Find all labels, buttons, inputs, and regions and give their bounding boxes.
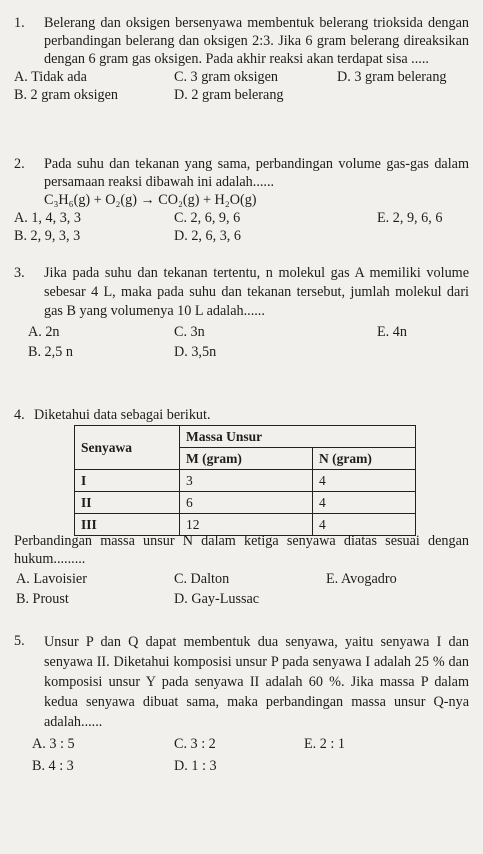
option-d: D. 1 : 3	[174, 758, 217, 774]
question-intro: Diketahui data sebagai berikut.	[34, 407, 211, 423]
mass-m: 6	[180, 492, 313, 514]
options-row-1	[28, 323, 469, 341]
mass-n: 4	[313, 470, 416, 492]
question-2	[14, 155, 469, 245]
question-number: 3.	[14, 265, 25, 281]
options-row-2	[14, 590, 469, 608]
option-c: C. 3 gram oksigen	[174, 69, 279, 85]
option-b: B. 2,5 n	[28, 344, 73, 360]
question-number: 1.	[14, 15, 25, 31]
header-m: M (gram)	[180, 448, 313, 470]
compound-name: III	[75, 514, 180, 536]
option-c: C. Dalton	[174, 571, 230, 587]
question-4-text	[14, 532, 469, 608]
mass-n: 4	[313, 492, 416, 514]
option-e: E. 4n	[377, 324, 407, 340]
option-a: A. Tidak ada	[14, 69, 87, 85]
option-c: C. 3n	[174, 324, 205, 340]
option-e: E. 2 : 1	[304, 736, 345, 752]
table-row	[75, 492, 416, 514]
option-b: B. 2 gram oksigen	[14, 87, 119, 103]
option-a: A. 3 : 5	[32, 736, 75, 752]
option-e: E. Avogadro	[326, 571, 397, 587]
option-b: B. Proust	[16, 591, 69, 607]
option-b: B. 2, 9, 3, 3	[14, 228, 81, 244]
reaction-equation: C₃H₆(g) + O₂(g) → CO₂(g) + H₂O(g)	[44, 192, 257, 208]
option-d: D. 3,5n	[174, 344, 217, 360]
question-number: 2.	[14, 156, 25, 172]
option-a: A. Lavoisier	[16, 571, 87, 587]
question-4	[14, 406, 469, 424]
options-row-2	[14, 86, 469, 104]
question-number: 4.	[14, 407, 25, 423]
option-e: E. 2, 9, 6, 6	[377, 210, 443, 226]
options-row-1	[14, 570, 469, 588]
compound-name: II	[75, 492, 180, 514]
question-5	[14, 632, 469, 774]
mass-n: 4	[313, 514, 416, 536]
options-row-2	[32, 756, 469, 774]
options-row-2	[14, 227, 469, 245]
question-1	[14, 14, 469, 104]
options-row-1	[14, 209, 469, 227]
mass-m: 3	[180, 470, 313, 492]
question-text: Perbandingan massa unsur N dalam ketiga senyawa diatas sesuai dengan hukum.........	[14, 533, 469, 567]
question-text: Jika pada suhu dan tekanan tertentu, n molekul gas A memiliki volume sebesar 4 L, maka pada suhu dan tekanan tersebut, jumlah molekul dari gas B yang volumenya 10 L adalah......	[44, 265, 469, 319]
table-row	[75, 470, 416, 492]
options-row-1	[32, 734, 469, 752]
options-row-1	[14, 68, 469, 86]
option-d: D. 2, 6, 3, 6	[174, 228, 241, 244]
mass-m: 12	[180, 514, 313, 536]
question-text: Unsur P dan Q dapat membentuk dua senyawa, yaitu senyawa I dan senyawa II. Diketahui komposisi unsur P pada senyawa I adalah 25 % dan komposisi unsur Y pada senyawa II adalah 60 %. Jika massa P dalam kedua senyawa dibuat sama, maka perbandingan massa unsur Q-nya adalah......	[44, 634, 469, 730]
option-b: B. 4 : 3	[32, 758, 74, 774]
option-d-2: D. 2 gram belerang	[174, 87, 284, 103]
mass-data-table	[74, 425, 416, 536]
header-element-mass: Massa Unsur	[180, 426, 416, 448]
option-d: D. 3 gram belerang	[337, 69, 447, 85]
question-text: Belerang dan oksigen bersenyawa membentuk belerang trioksida dengan perbandingan belerang dan oksigen 2:3. Jika 6 gram belerang direaksikan dengan 6 gram gas oksigen. Pada akhir reaksi akan terdapat sisa .....	[44, 15, 469, 67]
option-c: C. 2, 6, 9, 6	[174, 210, 241, 226]
question-number: 5.	[14, 633, 25, 649]
option-a: A. 2n	[28, 324, 60, 340]
options-row-2	[28, 343, 469, 361]
option-a: A. 1, 4, 3, 3	[14, 210, 81, 226]
option-d: D. Gay-Lussac	[174, 591, 260, 607]
header-compound: Senyawa	[75, 426, 180, 470]
question-3	[14, 264, 469, 361]
option-c: C. 3 : 2	[174, 736, 216, 752]
compound-name: I	[75, 470, 180, 492]
question-text: Pada suhu dan tekanan yang sama, perbandingan volume gas-gas dalam persamaan reaksi dibawah ini adalah......	[44, 156, 469, 190]
header-n: N (gram)	[313, 448, 416, 470]
